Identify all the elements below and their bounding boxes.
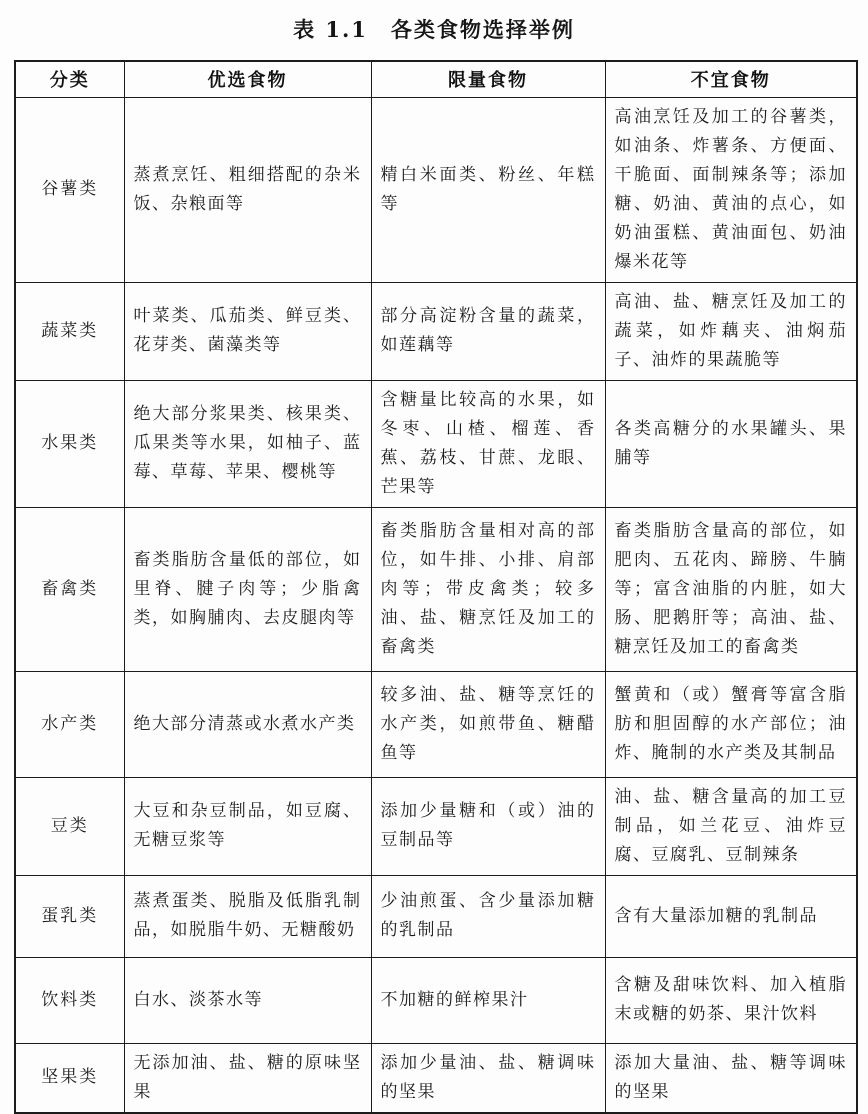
cell-category: 饮料类 (15, 957, 124, 1043)
cell-avoid: 畜类脂肪含量高的部位，如肥肉、五花肉、蹄膀、牛腩等；富含油脂的内脏，如大肠、肥鹅肝等；高油、盐、糖烹饪及加工的畜禽类 (605, 507, 857, 671)
cell-category: 水产类 (15, 671, 124, 777)
table-title: 表 1.1 各类食物选择举例 (293, 17, 575, 42)
cell-avoid: 含糖及甜味饮料、加入植脂末或糖的奶茶、果汁饮料 (605, 957, 857, 1043)
cell-category: 谷薯类 (15, 97, 124, 282)
cell-limited: 精白米面类、粉丝、年糕等 (371, 97, 605, 282)
cell-limited: 添加少量糖和（或）油的豆制品等 (371, 777, 605, 875)
cell-preferred: 蒸煮蛋类、脱脂及低脂乳制品，如脱脂牛奶、无糖酸奶 (124, 875, 371, 957)
col-header-preferred: 优选食物 (124, 61, 371, 97)
cell-preferred: 畜类脂肪含量低的部位，如里脊、腱子肉等；少脂禽类，如胸脯肉、去皮腿肉等 (124, 507, 371, 671)
cell-limited: 较多油、盐、糖等烹饪的水产类，如煎带鱼、糖醋鱼等 (371, 671, 605, 777)
cell-preferred: 蒸煮烹饪、粗细搭配的杂米饭、杂粮面等 (124, 97, 371, 282)
cell-category: 豆类 (15, 777, 124, 875)
table-row-beverages (15, 957, 857, 1043)
cell-limited: 畜类脂肪含量相对高的部位，如牛排、小排、肩部肉等；带皮禽类；较多油、盐、糖烹饪及加工的畜禽类 (371, 507, 605, 671)
header-row (15, 61, 857, 97)
cell-preferred: 叶菜类、瓜茄类、鲜豆类、花芽类、菌藻类等 (124, 282, 371, 380)
cell-avoid: 含有大量添加糖的乳制品 (605, 875, 857, 957)
cell-preferred: 无添加油、盐、糖的原味坚果 (124, 1043, 371, 1113)
cell-avoid: 各类高糖分的水果罐头、果脯等 (605, 380, 857, 507)
cell-preferred: 大豆和杂豆制品，如豆腐、无糖豆浆等 (124, 777, 371, 875)
cell-category: 蛋乳类 (15, 875, 124, 957)
cell-avoid: 高油、盐、糖烹饪及加工的蔬菜，如炸藕夹、油焖茄子、油炸的果蔬脆等 (605, 282, 857, 380)
table-row-nuts (15, 1043, 857, 1113)
cell-avoid: 蟹黄和（或）蟹膏等富含脂肪和胆固醇的水产部位；油炸、腌制的水产类及其制品 (605, 671, 857, 777)
cell-category: 蔬菜类 (15, 282, 124, 380)
cell-preferred: 白水、淡茶水等 (124, 957, 371, 1043)
col-header-category: 分类 (15, 61, 124, 97)
table-row-egg-dairy (15, 875, 857, 957)
cell-category: 水果类 (15, 380, 124, 507)
table-row-aquatic (15, 671, 857, 777)
cell-limited: 添加少量油、盐、糖调味的坚果 (371, 1043, 605, 1113)
food-selection-table (14, 60, 858, 1114)
cell-limited: 部分高淀粉含量的蔬菜，如莲藕等 (371, 282, 605, 380)
table-row-grains (15, 97, 857, 282)
col-header-limited: 限量食物 (371, 61, 605, 97)
table-row-beans (15, 777, 857, 875)
cell-preferred: 绝大部分浆果类、核果类、瓜果类等水果，如柚子、蓝莓、草莓、苹果、樱桃等 (124, 380, 371, 507)
cell-avoid: 高油烹饪及加工的谷薯类，如油条、炸薯条、方便面、干脆面、面制辣条等；添加糖、奶油、黄油的点心，如奶油蛋糕、黄油面包、奶油爆米花等 (605, 97, 857, 282)
cell-limited: 少油煎蛋、含少量添加糖的乳制品 (371, 875, 605, 957)
table-row-livestock-poultry (15, 507, 857, 671)
cell-category: 畜禽类 (15, 507, 124, 671)
cell-preferred: 绝大部分清蒸或水煮水产类 (124, 671, 371, 777)
col-header-avoid: 不宜食物 (605, 61, 857, 97)
table-row-fruits (15, 380, 857, 507)
cell-limited: 不加糖的鲜榨果汁 (371, 957, 605, 1043)
cell-avoid: 添加大量油、盐、糖等调味的坚果 (605, 1043, 857, 1113)
cell-avoid: 油、盐、糖含量高的加工豆制品，如兰花豆、油炸豆腐、豆腐乳、豆制辣条 (605, 777, 857, 875)
cell-limited: 含糖量比较高的水果，如冬枣、山楂、榴莲、香蕉、荔枝、甘蔗、龙眼、芒果等 (371, 380, 605, 507)
table-row-vegetables (15, 282, 857, 380)
cell-category: 坚果类 (15, 1043, 124, 1113)
